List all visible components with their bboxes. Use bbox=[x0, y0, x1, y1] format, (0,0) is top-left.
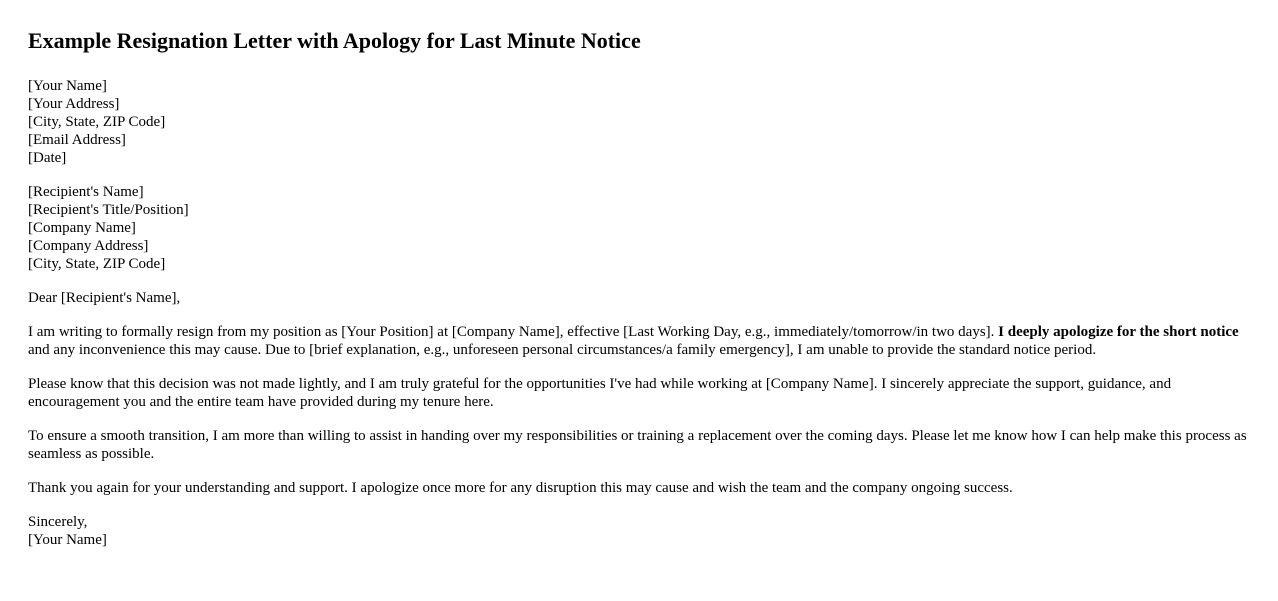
recipient-city-state-zip: [City, State, ZIP Code] bbox=[28, 256, 166, 272]
paragraph-resignation-part1: I am writing to formally resign from my position as [Your Position] at [Company Name], effective [Last Working Day, e.g., immediately/tomorrow/in two days]. bbox=[28, 324, 999, 340]
paragraph-resignation-part2: and any inconvenience this may cause. Due to [brief explanation, e.g., unforeseen personal circumstances/a family emergency], I am unable to provide the standard notice period. bbox=[28, 342, 1097, 358]
recipient-company: [Company Name] bbox=[28, 220, 136, 236]
sender-name: [Your Name] bbox=[28, 78, 107, 94]
sender-city-state-zip: [City, State, ZIP Code] bbox=[28, 114, 166, 130]
sender-address: [Your Address] bbox=[28, 96, 120, 112]
sender-email: [Email Address] bbox=[28, 132, 126, 148]
salutation: Dear [Recipient's Name], bbox=[28, 290, 181, 306]
letter-date: [Date] bbox=[28, 150, 67, 166]
paragraph-resignation bbox=[28, 323, 1250, 359]
paragraph-transition: To ensure a smooth transition, I am more than willing to assist in handing over my responsibilities or training a replacement over the coming days. Please let me know how I can help make this process as seamless as possible. bbox=[28, 428, 1247, 462]
paragraph-thanks: Thank you again for your understanding and support. I apologize once more for any disruption this may cause and wish the team and the company ongoing success. bbox=[28, 480, 1013, 496]
closing: Sincerely, bbox=[28, 514, 88, 530]
paragraph-resignation-apology: I deeply apologize for the short notice bbox=[998, 324, 1239, 340]
recipient-company-address: [Company Address] bbox=[28, 238, 149, 254]
recipient-block bbox=[28, 183, 1250, 273]
recipient-name: [Recipient's Name] bbox=[28, 184, 144, 200]
page-title: Example Resignation Letter with Apology for Last Minute Notice bbox=[28, 28, 641, 53]
sender-block bbox=[28, 77, 1250, 167]
signature: [Your Name] bbox=[28, 532, 107, 548]
closing-block bbox=[28, 513, 1250, 549]
paragraph-gratitude: Please know that this decision was not made lightly, and I am truly grateful for the opportunities I've had while working at [Company Name]. I sincerely appreciate the support, guidance, and encouragement you and the entire team have provided during my tenure here. bbox=[28, 376, 1172, 410]
recipient-title: [Recipient's Title/Position] bbox=[28, 202, 189, 218]
